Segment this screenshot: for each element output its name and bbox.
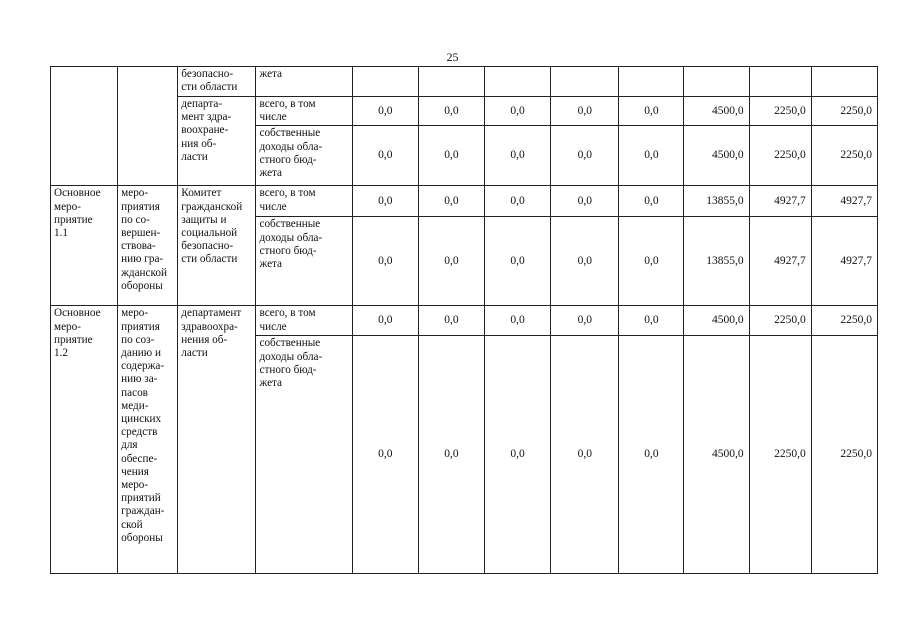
value-cell bbox=[551, 67, 619, 97]
executor-cell: Комитет гражданской защиты и социальной безопасно- сти области bbox=[178, 186, 256, 306]
value-cell: 0,0 bbox=[619, 217, 684, 306]
value-cell: 0,0 bbox=[619, 97, 684, 126]
value-cell: 4927,7 bbox=[811, 186, 877, 217]
value-cell: 2250,0 bbox=[811, 126, 877, 186]
value-cell bbox=[352, 67, 418, 97]
value-cell: 4500,0 bbox=[684, 126, 749, 186]
value-cell: 2250,0 bbox=[811, 97, 877, 126]
value-cell: 0,0 bbox=[418, 126, 484, 186]
value-cell: 0,0 bbox=[485, 306, 551, 336]
description-cell bbox=[118, 67, 178, 186]
value-cell: 0,0 bbox=[418, 306, 484, 336]
value-cell: 0,0 bbox=[551, 97, 619, 126]
executor-cell: безопасно- сти области bbox=[178, 67, 256, 97]
description-cell: меро- приятия по соз- данию и содержа- нию за- пасов меди- цинских средств для обеспе- чения меро- приятий граждан- ской обороны bbox=[118, 306, 178, 574]
value-cell: 0,0 bbox=[352, 186, 418, 217]
value-cell: 0,0 bbox=[619, 336, 684, 574]
activity-cell bbox=[51, 67, 118, 186]
value-cell bbox=[749, 67, 811, 97]
value-cell: 13855,0 bbox=[684, 186, 749, 217]
source-cell: всего, в том числе bbox=[256, 306, 352, 336]
value-cell: 0,0 bbox=[551, 217, 619, 306]
value-cell: 2250,0 bbox=[749, 97, 811, 126]
value-cell: 0,0 bbox=[485, 126, 551, 186]
value-cell: 0,0 bbox=[418, 186, 484, 217]
source-cell: всего, в том числе bbox=[256, 97, 352, 126]
value-cell: 0,0 bbox=[418, 336, 484, 574]
value-cell: 0,0 bbox=[352, 126, 418, 186]
executor-cell: департамент здравоохра- нения об- ласти bbox=[178, 306, 256, 574]
value-cell: 0,0 bbox=[485, 336, 551, 574]
value-cell: 4927,7 bbox=[749, 186, 811, 217]
value-cell: 4927,7 bbox=[811, 217, 877, 306]
table-row bbox=[51, 306, 878, 336]
value-cell: 0,0 bbox=[352, 306, 418, 336]
value-cell: 0,0 bbox=[418, 97, 484, 126]
value-cell: 2250,0 bbox=[749, 336, 811, 574]
value-cell bbox=[485, 67, 551, 97]
value-cell: 0,0 bbox=[619, 306, 684, 336]
value-cell: 0,0 bbox=[352, 217, 418, 306]
budget-table bbox=[50, 66, 878, 574]
table-row bbox=[51, 186, 878, 217]
source-cell: всего, в том числе bbox=[256, 186, 352, 217]
value-cell: 0,0 bbox=[485, 97, 551, 126]
value-cell: 0,0 bbox=[551, 186, 619, 217]
value-cell bbox=[811, 67, 877, 97]
value-cell: 4927,7 bbox=[749, 217, 811, 306]
value-cell: 2250,0 bbox=[749, 306, 811, 336]
value-cell bbox=[684, 67, 749, 97]
value-cell: 13855,0 bbox=[684, 217, 749, 306]
activity-cell: Основное меро- приятие 1.2 bbox=[51, 306, 118, 574]
value-cell: 2250,0 bbox=[811, 336, 877, 574]
value-cell: 4500,0 bbox=[684, 97, 749, 126]
value-cell: 0,0 bbox=[352, 336, 418, 574]
executor-cell: департа- мент здра- воохране- ния об- ласти bbox=[178, 97, 256, 186]
value-cell bbox=[619, 67, 684, 97]
value-cell: 0,0 bbox=[352, 97, 418, 126]
value-cell: 0,0 bbox=[418, 217, 484, 306]
source-cell: собственные доходы обла- стного бюд- жета bbox=[256, 217, 352, 306]
page-number: 25 bbox=[446, 50, 459, 64]
activity-cell: Основное меро- приятие 1.1 bbox=[51, 186, 118, 306]
value-cell: 0,0 bbox=[551, 306, 619, 336]
value-cell: 2250,0 bbox=[749, 126, 811, 186]
source-cell: собственные доходы обла- стного бюд- жета bbox=[256, 126, 352, 186]
source-cell: жета bbox=[256, 67, 352, 97]
source-cell: собственные доходы обла- стного бюд- жета bbox=[256, 336, 352, 574]
value-cell: 4500,0 bbox=[684, 306, 749, 336]
description-cell: меро- приятия по со- вершен- ствова- нию гра- жданской обороны bbox=[118, 186, 178, 306]
value-cell: 4500,0 bbox=[684, 336, 749, 574]
value-cell: 0,0 bbox=[551, 336, 619, 574]
value-cell bbox=[418, 67, 484, 97]
value-cell: 2250,0 bbox=[811, 306, 877, 336]
table-row bbox=[51, 67, 878, 97]
value-cell: 0,0 bbox=[485, 186, 551, 217]
value-cell: 0,0 bbox=[619, 126, 684, 186]
value-cell: 0,0 bbox=[551, 126, 619, 186]
value-cell: 0,0 bbox=[485, 217, 551, 306]
value-cell: 0,0 bbox=[619, 186, 684, 217]
